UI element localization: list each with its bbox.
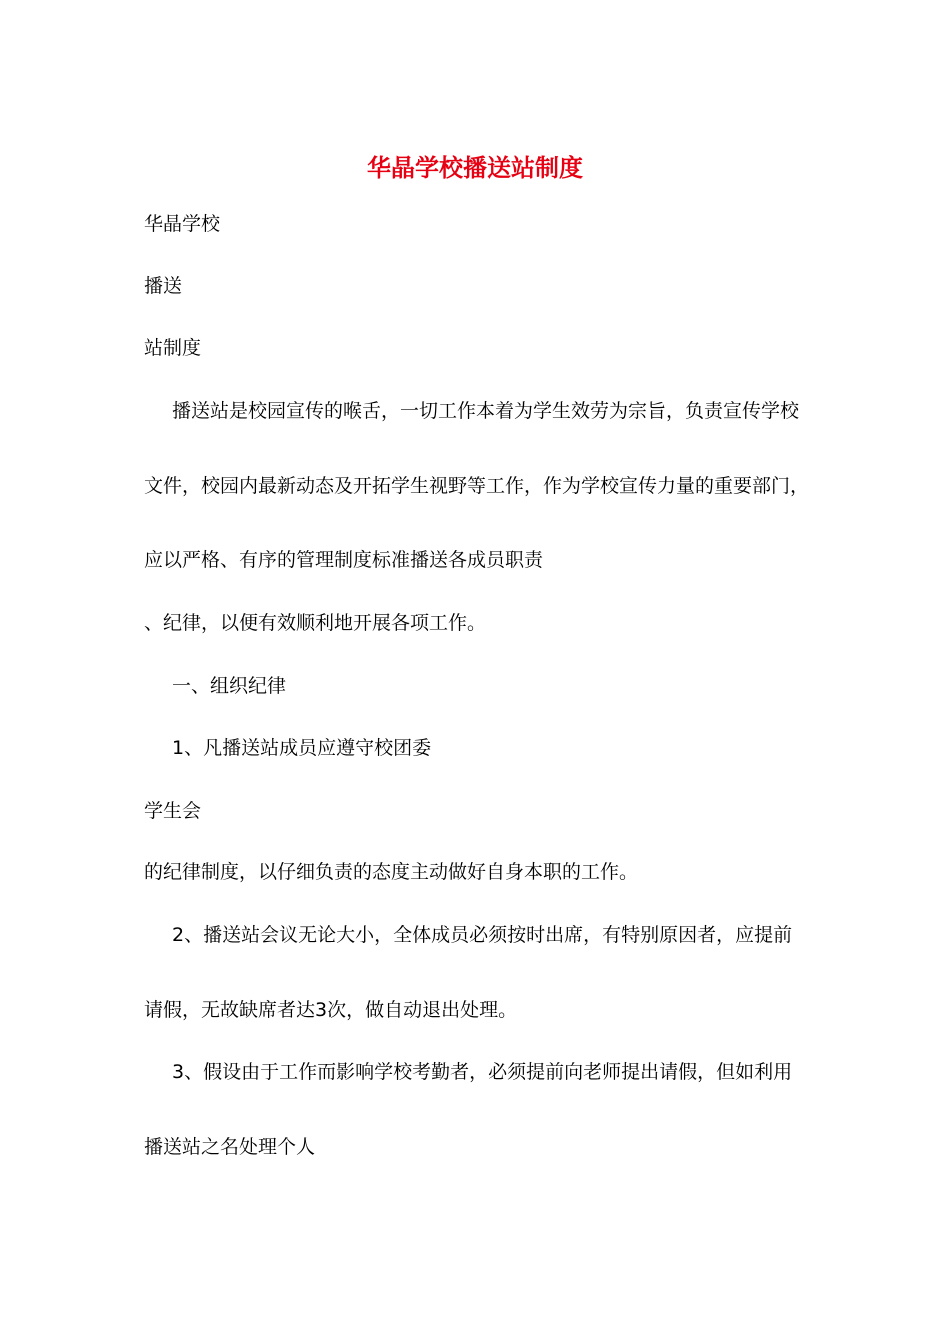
subtitle-broadcast: 播送 <box>144 275 183 297</box>
rule-2-line-2: 请假，无故缺席者达3次，做自动退出处理。 <box>144 999 518 1021</box>
intro-paragraph-line-3: 应以严格、有序的管理制度标准播送各成员职责 <box>144 549 544 571</box>
rule-1-line-2: 学生会 <box>144 800 202 822</box>
subtitle-school: 华晶学校 <box>144 213 221 235</box>
rule-3-line-2: 播送站之名处理个人 <box>144 1136 316 1158</box>
intro-paragraph-line-2: 文件，校园内最新动态及开拓学生视野等工作，作为学校宣传力量的重要部门， <box>144 475 810 497</box>
rule-2-line-1: 2、播送站会议无论大小，全体成员必须按时出席，有特别原因者，应提前 <box>172 924 793 946</box>
rule-1-line-3: 的纪律制度，以仔细负责的态度主动做好自身本职的工作。 <box>144 861 639 883</box>
intro-paragraph-line-4: 、纪律，以便有效顺利地开展各项工作。 <box>144 612 487 634</box>
rule-3-line-1: 3、假设由于工作而影响学校考勤者，必须提前向老师提出请假，但如利用 <box>172 1061 793 1083</box>
rule-1-line-1: 1、凡播送站成员应遵守校团委 <box>172 737 432 759</box>
subtitle-station-rules: 站制度 <box>144 337 202 359</box>
section-heading-organization: 一、组织纪律 <box>172 675 287 697</box>
intro-paragraph-line-1: 播送站是校园宣传的喉舌，一切工作本着为学生效劳为宗旨，负责宣传学校 <box>172 400 800 422</box>
document-title: 华晶学校播送站制度 <box>367 154 583 182</box>
